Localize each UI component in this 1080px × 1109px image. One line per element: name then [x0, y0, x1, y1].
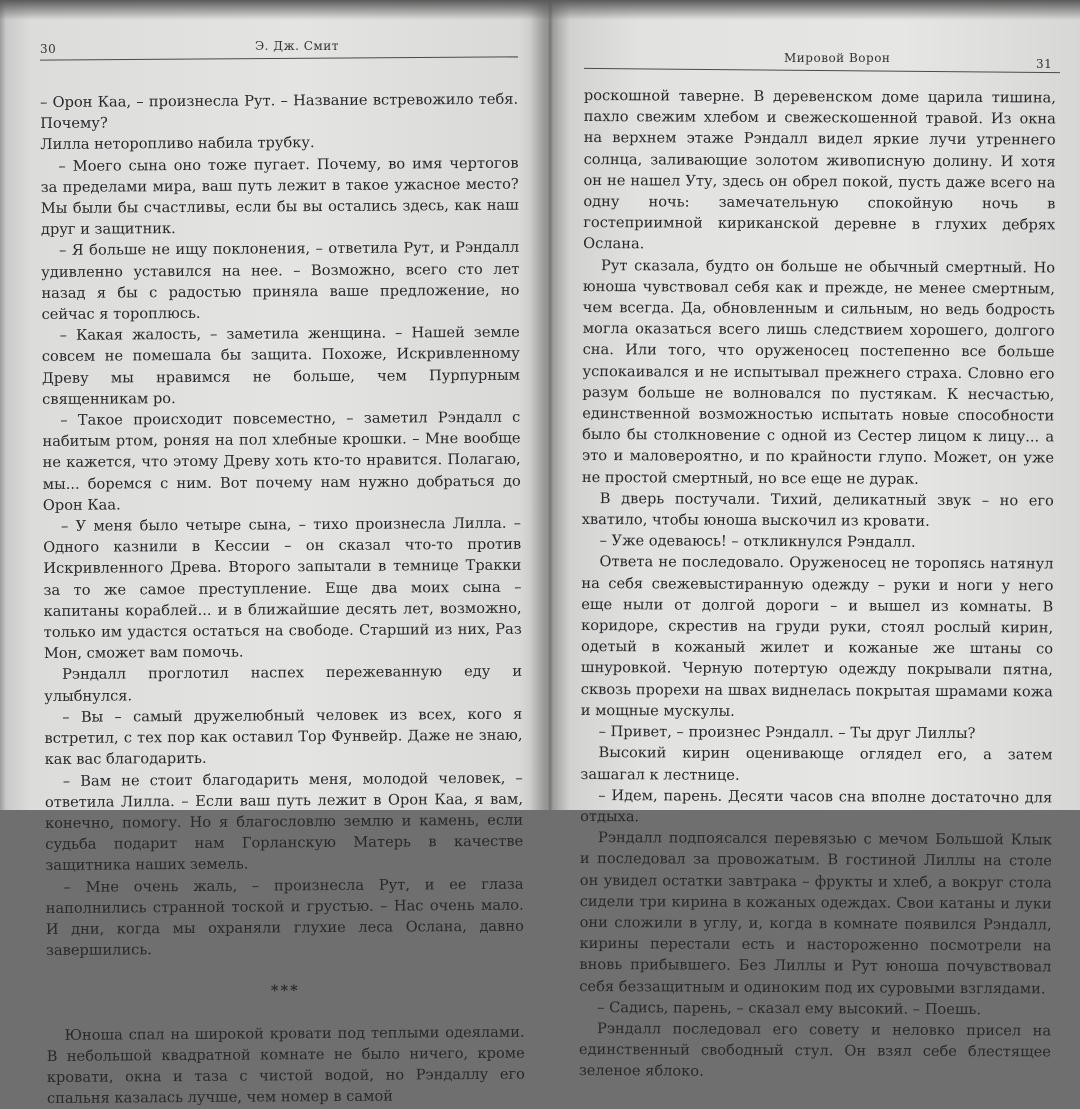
- book-gutter: [530, 0, 570, 810]
- left-page-number: 30: [40, 42, 57, 56]
- paragraph: Рэндалл подпоясался перевязью с мечом Большой Клык и последовал за провожатым. В гостиной Лиллы на столе он увидел остатки завтрака – фрукты и хлеб, а вокруг стола сидели три кирина в кожаных одеждах. Свои катаны и луки они сложили в углу, и, когда в комнате появился Рэндалл, кирины перестали есть и настороженно посмотрели на вновь прибывшего. Без Лиллы и Рут юноша почувствовал себя беззащитным и одиноким под их суровыми взглядами.: [579, 829, 1053, 997]
- paragraph: – Мне очень жаль, – произнесла Рут, и ее глаза наполнились странной тоской и грустью. – Нас очень мало. И дни, когда мы охраняли глухие леса Ослана, давно завершились.: [45, 875, 524, 960]
- paragraph: – Садись, парень, – сказал ему высокий. – Поешь.: [597, 998, 982, 1018]
- paragraph: – Такое происходит повсеместно, – заметил Рэндалл с набитым ртом, роняя на пол хлебные крошки. – Мне вообще не кажется, что этому Древу хоть кто-то нравится. Полагаю, мы... боремся с ним. Вот почему нам нужно добраться до Орон Каа.: [42, 408, 521, 514]
- left-page-text: [40, 89, 525, 1109]
- right-header-rule: [584, 68, 1060, 73]
- paragraph: – Я больше не ищу поклонения, – ответила Рут, и Рэндалл удивленно уставился на нее. – Возможно, всего сто лет назад я бы с радостью приняла ваше предложение, но сейчас я тороплюсь.: [41, 239, 520, 324]
- paragraph: – Вы – самый дружелюбный человек из всех, кого я встретил, с тех пор как оставил Тор Фунвейр. Даже не знаю, как вас благодарить.: [44, 705, 523, 769]
- paragraph: Юноша спал на широкой кровати под теплыми одеялами. В небольшой квадратной комнате не было ничего, кроме кровати, окна и таза с чистой водой, но Рэндаллу его спальня казалась лучше, чем номер в самой: [46, 1023, 525, 1108]
- paragraph: Ответа не последовало. Оруженосец не торопясь натянул на себя свежевыстиранную одежду – руки и ноги у него еще ныли от долгой дороги – и вышел из комнаты. В коридоре, скрестив на груди руки, стоял рослый кирин, одетый в кожаный жилет и кожаные же штаны со шнуровкой. Черную потертую одежду покрывали пятна, сквозь прорехи на швах виднелась покрытая шрамами кожа и мощные мускулы.: [580, 553, 1054, 720]
- right-page: [548, 0, 1080, 1080]
- right-running-head: Мировой Ворон: [784, 51, 891, 65]
- paragraph: – Привет, – произнес Рэндалл. – Ты друг Лиллы?: [598, 723, 976, 743]
- right-page-number: 31: [1036, 57, 1053, 71]
- paragraph: Рэндалл проглотил наспех пережеванную еду и улыбнулся.: [44, 663, 523, 705]
- paragraph: – У меня было четыре сына, – тихо произнесла Лилла. – Одного казнили в Кесcии – он сказал что-то против Искривленного Древа. Второго запытали в темнице Тракки за то же самое преступление. Еще два моих сына – капитаны кораблей... и в ближайшие десять лет, возможно, только им удастся остаться на свободе. Старший из них, Раз Мон, сможет вам помочь.: [43, 514, 522, 663]
- paragraph: – Орон Каа, – произнесла Рут. – Название встревожило тебя. Почему?: [40, 90, 519, 133]
- paragraph: – Идем, парень. Десяти часов сна вполне достаточно для отдыха.: [580, 786, 1053, 826]
- paragraph: Рэндалл последовал его совету и неловко присел на единственный свободный стул. Он взял себе блестящее зеленое яблоко.: [578, 1020, 1052, 1080]
- paragraph: роскошной таверне. В деревенском доме царила тишина, пахло свежим хлебом и свежескошенной травой. Из окна на верхнем этаже Рэндалл видел яркие лучи утреннего солнца, заливающие золотом живописную долину. И хотя он не нашел Уту, здесь он обрел покой, пусть даже всего на одну ночь: замечательную спокойную ночь в гостеприимной кириканской деревне в глухих дебрях Ослана.: [583, 86, 1056, 253]
- left-running-head: Э. Дж. Смит: [255, 39, 339, 53]
- section-separator: ***: [270, 982, 300, 1000]
- left-header-rule: [40, 56, 518, 60]
- paragraph: – Уже одеваюсь! – откликнулся Рэндалл.: [599, 532, 916, 552]
- paragraph: Высокий кирин оценивающе оглядел его, а затем зашагал к лестнице.: [580, 744, 1053, 784]
- top-edge-shadow: [0, 0, 1080, 20]
- paragraph: В дверь постучали. Тихий, деликатный звук – но его хватило, чтобы юноша выскочил из кровати.: [581, 489, 1054, 530]
- paragraph: – Вам не стоит благодарить меня, молодой человек, – ответила Лилла. – Если ваш путь лежит в Орон Каа, я вам, конечно, помогу. Но я благословлю землю и камень, если судьба подарит нам Горланскую Матерь в качестве защитника наших земель.: [44, 769, 524, 875]
- paragraph: Лилла неторопливо набила трубку.: [40, 134, 315, 154]
- paragraph: Рут сказала, будто он больше не обычный смертный. Но юноша чувствовал себя как и прежде, не менее смертным, чем всегда. Да, обновленным и сильным, но ведь бодрость могла оказаться всего лишь следствием хорошего, долгого сна. Или того, что оруженосец постепенно все больше успокаивался и не испытывал прежнего страха. Словно его разум больше не волновался по пустякам. К несчастью, единственной возможностью испытать новые способности было бы столкновение с одной из Сестер лицом к лицу... а это и маловероятно, и по крайности глупо. Может, он уже не простой смертный, но все еще не дурак.: [581, 256, 1056, 488]
- paragraph: – Моего сына оно тоже пугает. Почему, во имя чертогов за пределами мира, ваш путь лежит в такое ужасное место? Мы были бы счастливы, если бы вы остались здесь, как наш друг и защитник.: [40, 154, 519, 239]
- paragraph: – Какая жалость, – заметила женщина. – Нашей земле совсем не помешала бы защита. Похоже, Искривленному Древу мы нравимся не больше, чем Пурпурным священникам ро.: [41, 323, 521, 408]
- right-page-text: [579, 85, 1056, 1084]
